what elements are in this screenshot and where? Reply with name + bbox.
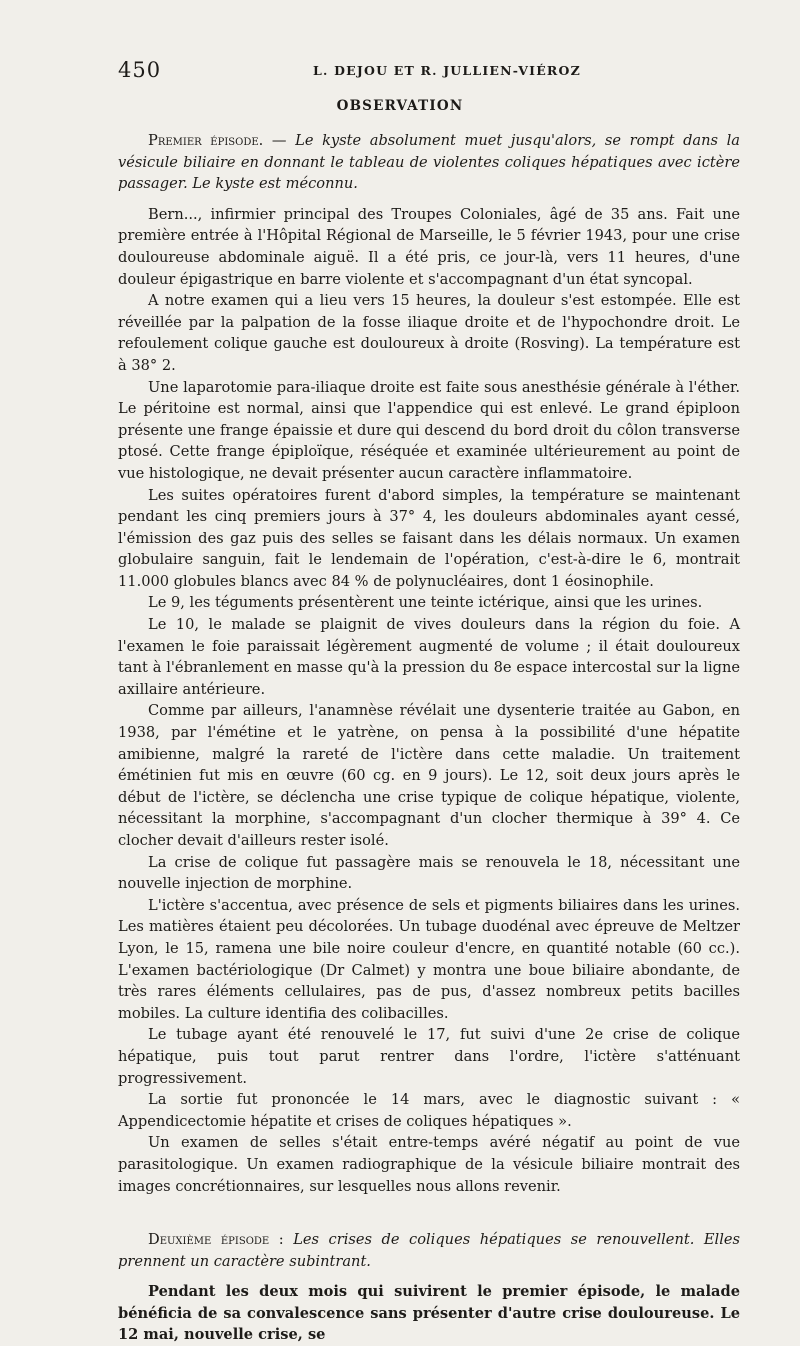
episode-2-summary: Les crises de coliques hépatiques se renouvellent. Elles prennent un caractère subintrant. — [118, 1231, 740, 1270]
paragraph: Le tubage ayant été renouvelé le 17, fut suivi d'une 2e crise de colique hépatique, puis tout parut rentrer dans l'ordre, l'ictère s'atténuant progressivement. — [118, 1026, 740, 1087]
paragraph: Un examen de selles s'était entre-temps avéré négatif au point de vue parasitologique. Un examen radiographique de la vésicule biliaire montrait des images concrétionnaires, sur lesquelles nous allons revenir. — [118, 1134, 740, 1195]
page-header — [118, 58, 740, 82]
paragraph: Le 9, les téguments présentèrent une teinte ictérique, ainsi que les urines. — [148, 594, 703, 612]
episode-2-heading — [118, 1229, 740, 1272]
paragraph: La sortie fut prononcée le 14 mars, avec le diagnostic suivant : « Appendicectomie hépatite et crises de coliques hépatiques ». — [118, 1091, 740, 1130]
paragraph: A notre examen qui a lieu vers 15 heures, la douleur s'est estompée. Elle est réveillée par la palpation de la fosse iliaque droite et de l'hypochondre droit. Le refoulement colique gauche est douloureux à droite (Rosving). La température est à 38° 2. — [118, 292, 740, 374]
paragraph: L'ictère s'accentua, avec présence de sels et pigments biliaires dans les urines. Les matières étaient peu décolorées. Un tubage duodénal avec épreuve de Meltzer Lyon, le 15, ramena une bile noire couleur d'encre, en quantité notable (60 cc.). L'examen bactériologique (Dr Calmet) y montra une boue biliaire abondante, de très rares éléments cellulaires, pas de pus, d'assez nombreux petits bacilles mobiles. La culture identifia des colibacilles. — [118, 896, 740, 1022]
page-number: 450 — [118, 58, 162, 82]
running-head: L. DEJOU ET R. JULLIEN-VIÉROZ — [313, 63, 581, 78]
episode-1-label: Premier épisode. — [148, 132, 264, 149]
paragraph: Le 10, le malade se plaignit de vives douleurs dans la région du foie. A l'examen le foie paraissait légèrement augmenté de volume ; il était douloureux tant à l'ébranlement en masse qu'à la pression du 8e espace intercostal sur la ligne axillaire antérieure. — [118, 616, 740, 698]
paragraph: Comme par ailleurs, l'anamnèse révélait une dysenterie traitée au Gabon, en 1938, par l'émétine et le yatrène, on pensa à la possibilité d'une hépatite amibienne, malgré la rareté de l'ictère dans cette maladie. Un traitement émétinien fut mis en œuvre (60 cg. en 9 jours). Le 12, soit deux jours après le début de l'ictère, se déclencha une crise typique de colique hépatique, violente, nécessitant la morphine, s'accompagnant d'un clocher thermique à 39° 4. Ce clocher devait d'ailleurs rester isolé. — [118, 702, 740, 849]
paragraph: Les suites opératoires furent d'abord simples, la température se maintenant pendant les cinq premiers jours à 37° 4, les douleurs abdominales ayant cessé, l'émission des gaz puis des selles se faisant dans les délais normaux. Un examen globulaire sanguin, fait le lendemain de l'opération, c'est-à-dire le 6, montrait 11.000 globules blancs avec 84 % de polynucléaires, dont 1 éosinophile. — [118, 486, 740, 590]
episode-2-separator: : — [269, 1231, 294, 1249]
episode-1-separator: — — [263, 132, 296, 149]
paragraph: Une laparotomie para-iliaque droite est faite sous anesthésie générale à l'éther. Le péritoine est normal, ainsi que l'appendice qui est enlevé. Le grand épiploon présente une frange épaissie et dure qui descend du bord droit du côlon transverse ptosé. Cette frange épiploïque, réséquée et examinée ultérieurement au point de vue histologique, ne devait présenter aucun caractère inflammatoire. — [118, 378, 740, 482]
episode-1-heading — [118, 130, 740, 195]
episode-2-label: Deuxième épisode — [148, 1231, 270, 1249]
section-title: OBSERVATION — [336, 98, 464, 114]
paragraph: Bern..., infirmier principal des Troupes Coloniales, âgé de 35 ans. Fait une première entrée à l'Hôpital Régional de Marseille, le 5 février 1943, pour une crise douloureuse abdominale aiguë. Il a été pris, ce jour-là, vers 11 heures, d'une douleur épigastrique en barre violente et s'accompagnant d'un état syncopal. — [118, 205, 740, 288]
body-text — [118, 130, 740, 1346]
paragraph: Pendant les deux mois qui suivirent le premier épisode, le malade bénéficia de sa convalescence sans présenter d'autre crise douloureuse. Le 12 mai, nouvelle crise, se — [118, 1283, 740, 1344]
paragraph: La crise de colique fut passagère mais se renouvela le 18, nécessitant une nouvelle injection de morphine. — [118, 853, 740, 893]
episode-1-summary: Le kyste absolument muet jusqu'alors, se rompt dans la vésicule biliaire en donnant le tableau de violentes coliques hépatiques avec ictère passager. Le kyste est méconnu. — [118, 132, 741, 193]
